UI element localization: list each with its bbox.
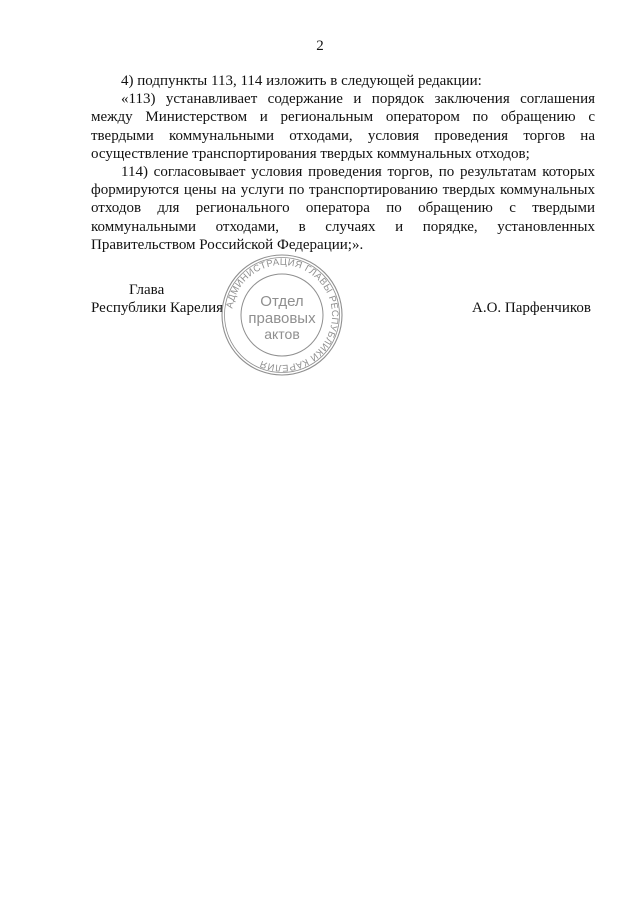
paragraph-item-114: 114) согласовывает условия проведения торгов, по результатам которых формируются цены на услуги по транспортированию твердых коммунальных отходов для регионального оператора по обращению с твердыми коммунальными отходами, в случаях и порядке, установленных Правительством Российской Федерации;». bbox=[91, 164, 595, 253]
signatory-title-line2: Республики Карелия bbox=[91, 300, 224, 316]
stamp-ring-text: АДМИНИСТРАЦИЯ ГЛАВЫ РЕСПУБЛИКИ КАРЕЛИЯ bbox=[224, 256, 341, 374]
paragraph-item-113: «113) устанавливает содержание и порядок заключения соглашения между Министерством и региональным оператором по обращению с твердыми коммунальными отходами, условия проведения торгов на осуществление транспортирования твердых коммунальных отходов; bbox=[91, 91, 595, 162]
signatory-name: А.О. Парфенчиков bbox=[472, 300, 591, 316]
signatory-title-line1: Глава bbox=[129, 282, 165, 298]
stamp-center-line2: правовых bbox=[248, 310, 316, 327]
page-number: 2 bbox=[316, 38, 324, 54]
official-stamp-seal bbox=[220, 253, 344, 377]
stamp-center-line3: актов bbox=[264, 326, 300, 342]
paragraph-amendment-intro: 4) подпункты 113, 114 изложить в следующей редакции: bbox=[121, 73, 482, 89]
stamp-center-line1: Отдел bbox=[260, 293, 304, 310]
